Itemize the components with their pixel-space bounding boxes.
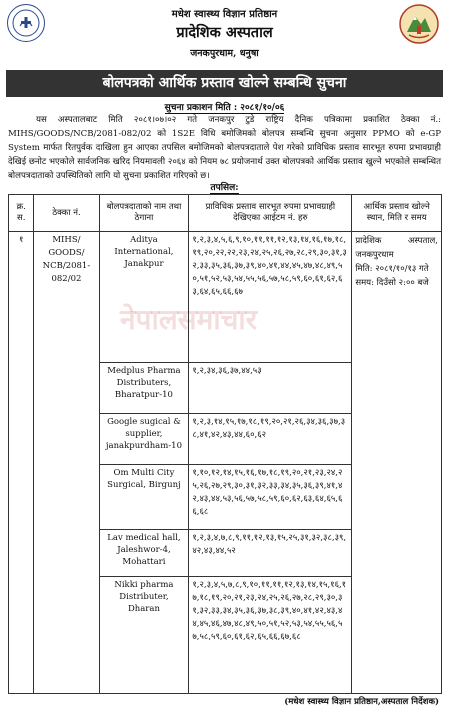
bidder-items: १,२,३,४,५,६,९,१०,११,११,१२,१३,१४,१६,१७,१८,१९,२०,२२,२२,२३,२४,२५,२६,२७,२८,२९,३०,३१,३२,३३,३५,३६,३७,३९,४०,४१,४४,४५,४७,४८,४९,५०,५१,५२,५३,५४,५५,५६,५७,५८,५९,६०,६१,६२,६३,६४,६५,६६,६७ bbox=[189, 232, 352, 363]
opening-date: मिति: २०८१/१०/१३ गते bbox=[355, 264, 429, 274]
watermark: नेपालसमाचार bbox=[120, 303, 258, 336]
bidder-items: १,१०,१२,१४,१५,१६,१७,१८,१९,२०,२१,२३,२४,२५,२६,२७,२९,३०,३१,३२,३३,३४,३५,३६,३९,४१,४२,४३,४४,५३,५६,५७,५८,५९,६०,६२,६३,६४,६५,६६,६८ bbox=[189, 465, 352, 530]
bidder-name: Om Multi City Surgical, Birgunj bbox=[99, 465, 189, 530]
details-heading-text: तपसिल: bbox=[210, 183, 239, 193]
notice-body: यस अस्पतालबाट मिति २०८१।०७।०२ गते जनकपुर टुडे राष्ट्रिय दैनिक पत्रिकामा प्रकाशित ठेक्का नं.: MIHS/GOODS/NCB/2081-082/02 को 1S2E विधि बमोजिमको बोलपत्र सम्बन्धि सुचना अनुसार PPMO को e-GP System मार्फत रितपुर्वक दाखिला हुन आएका तपसिल बमोजिमको बोलपत्रदाताले पेश गरेको प्राविधिक प्रस्ताव सारभूत रुपमा प्रभावग्राही देखिई छनोट भएकोले सार्वजनिक खरिद नियमावली २०६४ को नियम ७८ प्रयोजनार्थ उक्त बोलपत्रको आर्थिक प्रस्ताव खुल्ने भएकोले सम्बन्धित बोलपत्रदाताको उपस्थितिको लागि यो सुचना प्रकाशित गरिएको छ। bbox=[8, 115, 441, 181]
opening-time: समय: दिउँसो २:०० बजे bbox=[355, 278, 429, 288]
table-row bbox=[9, 232, 442, 363]
bidder-items: १,२,३,४,७,८,९,११,१२,१३,१५,२५,३१,३२,३८,३९,४२,४३,४४,५२ bbox=[189, 530, 352, 577]
hospital-name: प्रादेशिक अस्पताल bbox=[176, 24, 273, 41]
publication-date bbox=[0, 100, 449, 113]
opening-details bbox=[352, 232, 442, 694]
bidder-name: Lav medical hall, Jaleshwor-4, Mohattari bbox=[99, 530, 189, 577]
header-opening-details: आर्थिक प्रस्ताव खोल्ने स्थान, मिति र समय bbox=[352, 195, 442, 232]
bidder-items: १,२,३,१४,१५,१७,१८,१९,२०,२१,२६,३४,३६,३७,३८,४१,४२,४३,४४,६०,६२ bbox=[189, 414, 352, 465]
bidders-table bbox=[8, 194, 442, 694]
contract-number: MIHS/ GOODS/ NCB/2081- 082/02 bbox=[34, 232, 99, 694]
bidder-items: १,२,३,४,५,७,८,९,१०,११,११,१२,१३,१४,१५,१६,१७,१८,१९,२०,२१,२३,२४,२५,२६,२७,२८,२९,३०,३१,३२,३३,३४,३५,३६,३७,३८,३९,४०,४१,४२,४३,४४,४५,४६,४७,४८,४९,५०,५१,५२,५३,५४,५५,५६,५७,५८,५९,६०,६१,६२,६५,६६,६७,६८ bbox=[189, 577, 352, 694]
publication-date-text: सुचना प्रकाशन मिति : २०८१/१०/०६ bbox=[164, 103, 285, 113]
notice-title-banner: बोलपत्रको आर्थिक प्रस्ताव खोल्ने सम्बन्धि सुचना bbox=[6, 70, 443, 97]
header-contract-no: ठेक्का नं. bbox=[34, 195, 99, 232]
opening-place: प्रादेशिक अस्पताल, जनकपुरधाम bbox=[355, 236, 438, 260]
details-heading bbox=[0, 180, 449, 193]
header-sn: क्र. स. bbox=[9, 195, 34, 232]
header-items: प्राविधिक प्रस्ताव सारभूत रुपमा प्रभावग्राही देखिएका आईटम नं. हरु bbox=[189, 195, 352, 232]
bidder-name: Aditya International, Janakpur bbox=[99, 232, 189, 363]
bidder-name: Nikki pharma Distributer, Dharan bbox=[99, 577, 189, 694]
organization-name: मधेश स्वास्थ्य विज्ञान प्रतिष्ठान bbox=[171, 9, 278, 20]
bidder-name: Google sugical & supplier, janakpurdham-10 bbox=[99, 414, 189, 465]
header-bidder: बोलपत्रदाताको नाम तथा ठेगाना bbox=[99, 195, 189, 232]
signatory: (मधेश स्वास्थ्य विज्ञान प्रतिष्ठान,अस्पताल निर्देशक) bbox=[284, 697, 439, 707]
serial-number: १ bbox=[9, 232, 34, 694]
bidder-items: १,२,३४,३६,३७,४४,५३ bbox=[189, 363, 352, 414]
bidder-name: Medplus Pharma Distributers, Bharatpur-10 bbox=[99, 363, 189, 414]
hospital-address: जनकपुरधाम, धनुषा bbox=[190, 48, 259, 59]
table-header-row bbox=[9, 195, 442, 232]
